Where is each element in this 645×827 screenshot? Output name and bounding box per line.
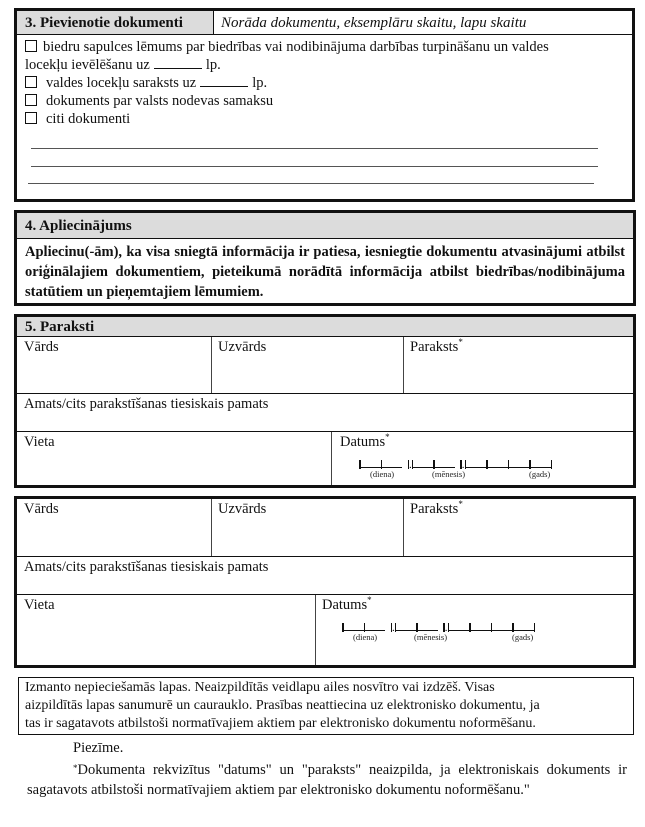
date-field[interactable] — [316, 595, 633, 665]
fill-line[interactable] — [28, 183, 594, 184]
fill-line[interactable] — [31, 166, 598, 167]
footnote-text: *Dokumenta rekvizītus "datums" un "paraksts" neaizpilda, ja elektroniskais dokuments ir sagatavots atbilstoši normatīvajiem aktiem par elektronisko dokumentu noformēšanu." — [27, 762, 627, 798]
section-attached-documents — [14, 8, 635, 202]
year-caption: (gads) — [512, 632, 534, 642]
fill-line[interactable] — [31, 148, 598, 149]
date-input-boxes[interactable]: . . — [359, 457, 552, 471]
asterisk-mark: * — [458, 337, 463, 347]
section-certification — [14, 210, 636, 306]
day-caption: (diena) — [353, 632, 378, 642]
place-field[interactable] — [17, 595, 316, 665]
pages-unit: lp. — [205, 57, 221, 73]
checkbox[interactable] — [25, 112, 37, 124]
section-4-title: 4. Apliecinājums — [25, 218, 132, 234]
document-item-meeting-decision — [25, 38, 549, 56]
month-caption: (mēnesis) — [432, 469, 466, 479]
item-label: biedru sapulces lēmums par biedrības vai nodibinājuma darbības turpināšanu un valdes — [43, 39, 549, 55]
date-input-boxes[interactable]: . . — [342, 620, 535, 634]
pages-blank-field[interactable] — [154, 56, 202, 69]
section-5-title: 5. Paraksti — [25, 319, 95, 335]
signature-field[interactable] — [404, 337, 633, 393]
name-label: Vārds — [24, 339, 59, 355]
name-field[interactable] — [17, 337, 212, 393]
certification-text: Apliecinu(-ām), ka visa sniegtā informācija ir patiesa, iesniegtie dokumentu atvasinājumi atbilst oriģinālajiem dokumentiem, pieteikumā norādītā informācija atbilst biedrības/nodibinājuma statūtiem un pieņemtajiem lēmumiem. — [25, 244, 625, 300]
signature-label: Paraksts* — [410, 499, 463, 517]
signature-field[interactable] — [404, 499, 633, 556]
checkbox[interactable] — [25, 40, 37, 52]
item-label: dokuments par valsts nodevas samaksu — [46, 93, 274, 109]
day-caption: (diena) — [370, 469, 395, 479]
section-5-header — [17, 317, 633, 337]
date-label: Datums* — [322, 595, 372, 613]
year-caption: (gads) — [529, 469, 551, 479]
section-3-title: 3. Pievienotie dokumenti — [25, 15, 183, 31]
item-label: citi dokumenti — [46, 111, 131, 127]
document-item-state-fee — [25, 92, 273, 110]
place-label: Vieta — [24, 434, 55, 450]
footnote-heading: Piezīme. — [73, 740, 124, 756]
asterisk-mark: * — [73, 763, 78, 773]
surname-field[interactable] — [212, 499, 404, 556]
document-item-meeting-decision-pages — [25, 56, 221, 74]
item-label: valdes locekļu saraksts uz — [46, 75, 197, 91]
section-3-instruction: Norāda dokumentu, eksemplāru skaitu, lapu skaitu — [221, 15, 527, 31]
name-field[interactable] — [17, 499, 212, 556]
notice-line: tas ir sagatavots atbilstoši normatīvajiem aktiem par elektronisko dokumentu noformēšanu. — [25, 716, 536, 731]
asterisk-mark: * — [385, 432, 390, 442]
section-signatures — [14, 314, 636, 488]
month-caption: (mēnesis) — [414, 632, 448, 642]
notice-line: aizpildītās lapas sanumurē un caurauklo. Prasības neattiecina uz elektronisko dokumentu, ja — [25, 698, 540, 713]
section-3-header — [17, 11, 214, 35]
position-field[interactable] — [17, 394, 633, 431]
signature-label: Paraksts* — [410, 337, 463, 355]
pages-blank-field[interactable] — [200, 74, 248, 87]
pages-unit: lp. — [252, 75, 268, 91]
document-item-board-list — [25, 74, 267, 92]
surname-label: Uzvārds — [218, 339, 267, 355]
section-4-header — [17, 213, 633, 239]
surname-field[interactable] — [212, 337, 404, 393]
position-field[interactable] — [17, 557, 633, 594]
name-label: Vārds — [24, 501, 59, 517]
document-item-other — [25, 110, 130, 128]
notice-line: Izmanto nepieciešamās lapas. Neaizpildītās veidlapu ailes nosvītro vai izdzēš. Visas — [25, 680, 495, 695]
checkbox[interactable] — [25, 76, 37, 88]
position-label: Amats/cits parakstīšanas tiesiskais pamats — [24, 396, 269, 412]
signature-block-2 — [14, 496, 636, 668]
item-label: locekļu ievēlēšanu uz — [25, 57, 150, 73]
date-field[interactable] — [332, 432, 633, 485]
section-3-instruction-cell — [214, 11, 632, 35]
instructions-notice — [18, 677, 634, 735]
surname-label: Uzvārds — [218, 501, 267, 517]
checkbox[interactable] — [25, 94, 37, 106]
asterisk-mark: * — [367, 595, 372, 605]
position-label: Amats/cits parakstīšanas tiesiskais pamats — [24, 559, 269, 575]
place-label: Vieta — [24, 597, 55, 613]
asterisk-mark: * — [458, 499, 463, 509]
date-label: Datums* — [340, 432, 390, 450]
place-field[interactable] — [17, 432, 332, 485]
